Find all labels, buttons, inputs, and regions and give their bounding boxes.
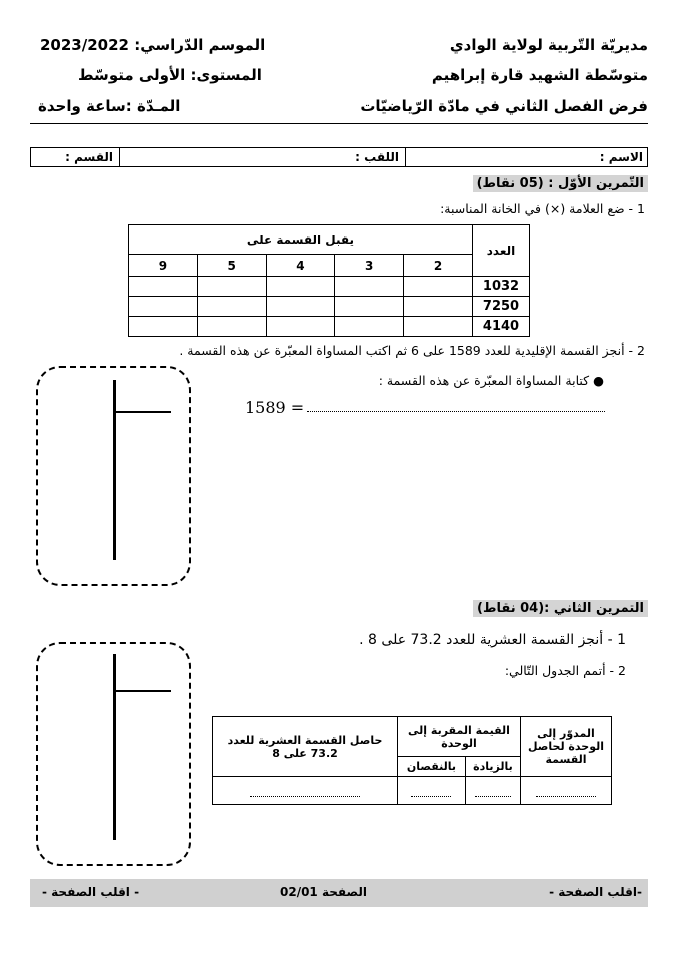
turn-page-right: -اقلب الصفحة - xyxy=(549,885,642,899)
answer-cell[interactable] xyxy=(335,317,404,337)
equation-prompt xyxy=(379,373,604,388)
exercise1-q1: 1 - ضع العلامة (×) في الخانة المناسبة: xyxy=(440,201,645,216)
school-year: الموسم الدّراسي: 2023/2022 xyxy=(40,36,266,54)
exam-title: فرض الفصل الثاني في مادّة الرّياضيّات xyxy=(360,97,648,115)
by-excess-answer-cell[interactable] xyxy=(465,777,520,805)
answer-cell[interactable] xyxy=(335,277,404,297)
surname-field[interactable]: اللقب : xyxy=(355,150,399,164)
turn-page-left: - اقلب الصفحة - xyxy=(42,885,140,899)
divisor-header: 4 xyxy=(266,255,335,277)
level: المستوى: الأولى متوسّط xyxy=(78,66,262,84)
divisor-header: 5 xyxy=(197,255,266,277)
divisor-header: 2 xyxy=(404,255,473,277)
name-field[interactable]: الاسم : xyxy=(599,150,643,164)
by-default-answer-cell[interactable] xyxy=(398,777,466,805)
division-bar-vertical xyxy=(113,380,116,560)
school-name: متوسّطة الشهيد قارة إبراهيم xyxy=(431,66,648,84)
answer-cell[interactable] xyxy=(129,317,198,337)
number-header: العدد xyxy=(473,225,530,277)
class-field[interactable]: القسم : xyxy=(65,150,113,164)
answer-cell[interactable] xyxy=(197,297,266,317)
page-footer xyxy=(30,879,648,907)
quotient-answer-cell[interactable] xyxy=(213,777,398,805)
duration: المـدّة :ساعة واحدة xyxy=(38,97,181,115)
by-excess-header: بالزيادة xyxy=(465,757,520,777)
by-default-header: بالنقصان xyxy=(398,757,466,777)
approximation-table xyxy=(212,716,612,805)
divisor-header: 3 xyxy=(335,255,404,277)
equation-prompt-text: كتابة المساواة المعبّرة عن هذه القسمة : xyxy=(378,373,590,388)
answer-cell[interactable] xyxy=(404,297,473,317)
rounded-header: المدوّر إلى الوحدة لحاصل القسمة xyxy=(521,717,612,777)
answer-cell[interactable] xyxy=(266,317,335,337)
exercise1-title: التّمرين الأوّل : (05 نقاط) xyxy=(473,175,648,192)
divisibility-table xyxy=(128,224,530,337)
answer-cell[interactable] xyxy=(335,297,404,317)
number-cell: 7250 xyxy=(473,297,530,317)
equation-lhs: 1589 = xyxy=(245,398,305,417)
exercise2-q2: 2 - أتمم الجدول التّالي: xyxy=(504,663,626,678)
division-bar-horizontal xyxy=(113,690,171,692)
answer-cell[interactable] xyxy=(404,277,473,297)
answer-cell[interactable] xyxy=(266,277,335,297)
answer-cell[interactable] xyxy=(266,297,335,317)
exercise2-q1: 1 - أنجز القسمة العشرية للعدد 73.2 على 8 . xyxy=(359,632,626,648)
bullet-icon: ● xyxy=(589,373,604,388)
answer-cell[interactable] xyxy=(197,317,266,337)
exercise1-q2: 2 - أنجز القسمة الإقليدية للعدد 1589 على 6 ثم اكتب المساواة المعبّرة عن هذه القسمة . xyxy=(179,343,645,358)
divisor-header: 9 xyxy=(129,255,198,277)
directorate: مديريّة التّربية لولاية الوادي xyxy=(449,36,648,54)
divisible-by-header: يقبل القسمة على xyxy=(129,225,473,255)
answer-cell[interactable] xyxy=(129,297,198,317)
approx-header: القيمة المقربة إلى الوحدة xyxy=(398,717,521,757)
number-cell: 4140 xyxy=(473,317,530,337)
exercise2-title: التمرين الثاني :(04 نقاط) xyxy=(473,600,648,617)
division-bar-vertical xyxy=(113,654,116,840)
student-info-box xyxy=(30,147,648,167)
header-divider xyxy=(30,123,648,124)
division-bar-horizontal xyxy=(113,411,171,413)
page-number: الصفحة 02/01 xyxy=(280,885,367,899)
answer-cell[interactable] xyxy=(197,277,266,297)
answer-cell[interactable] xyxy=(404,317,473,337)
quotient-header: حاصل القسمة العشرية للعدد 73.2 على 8 xyxy=(213,717,398,777)
equation-answer-line[interactable] xyxy=(307,411,605,412)
answer-cell[interactable] xyxy=(129,277,198,297)
number-cell: 1032 xyxy=(473,277,530,297)
rounded-answer-cell[interactable] xyxy=(521,777,612,805)
